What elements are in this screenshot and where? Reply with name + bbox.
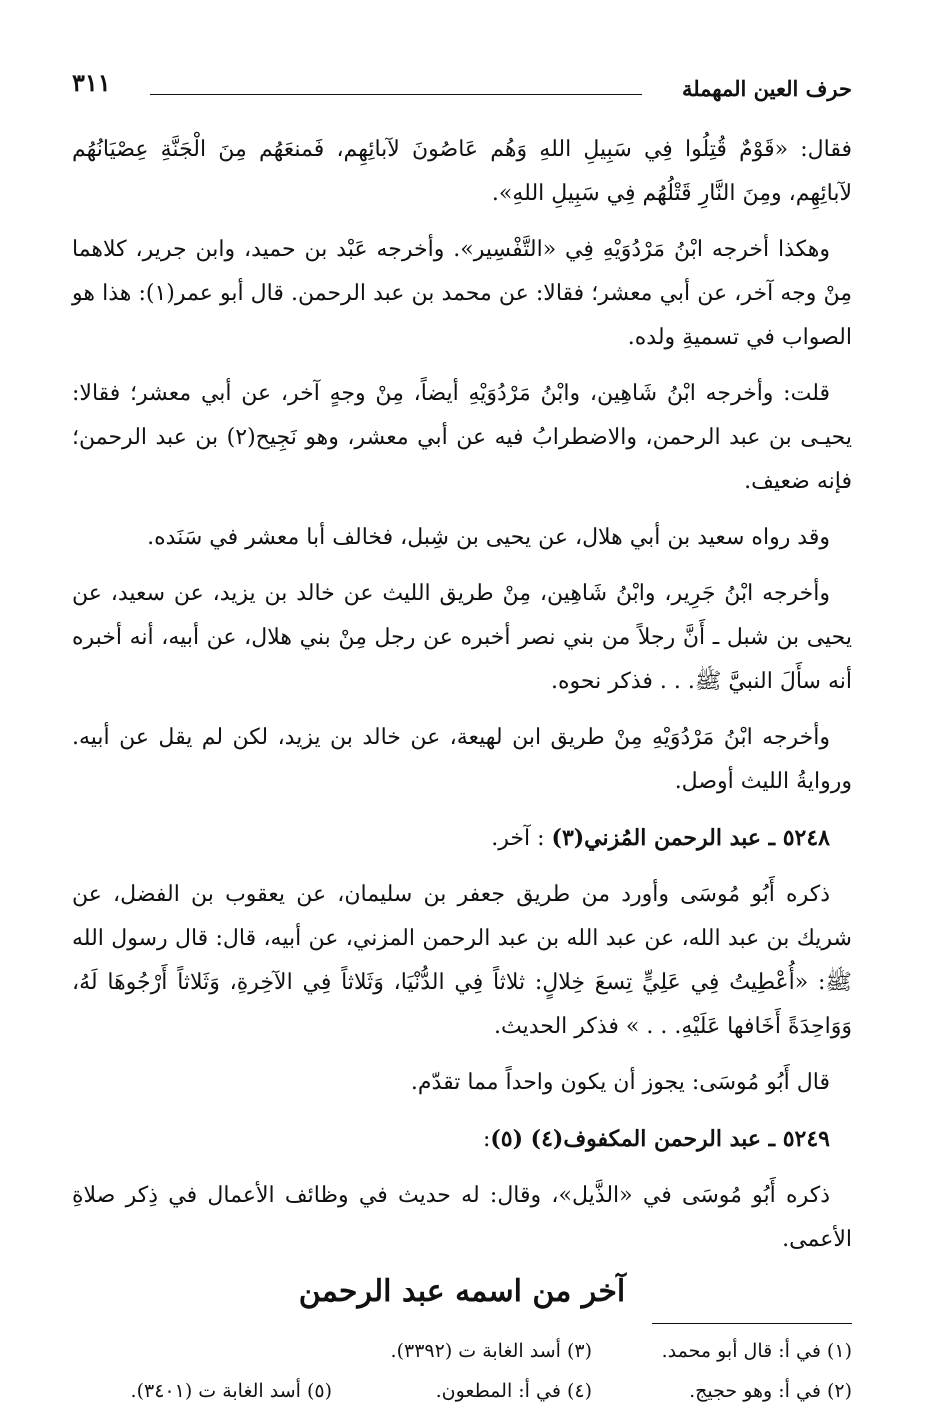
chapter-title: حرف العين المهملة [681, 76, 852, 101]
page-number: ٣١١ [72, 68, 111, 97]
paragraph-6: وأخرجه ابْنُ مَرْدُوَيْهِ مِنْ طريق ابن لهيعة، عن خالد بن يزيد، لكن لم يقل عن أبيه. وروايةُ الليث أوصل. [72, 725, 852, 794]
header-rule [150, 94, 642, 95]
footnote-4: (٤) في أ: المطعون. [435, 1380, 592, 1402]
book-page [72, 66, 852, 1406]
paragraph-2: وهكذا أخرجه ابْنُ مَرْدُوَيْهِ فِي «التَّفْسِير». وأخرجه عَبْد بن حميد، وابن جرير، كلاهما مِنْ وجه آخر، عن أبي معشر؛ فقالا: عن محمد بن عبد الرحمن. قال أبو عمر(١): هذا هو الصواب في تسميةِ ولده. [72, 237, 852, 350]
paragraph-4: وقد رواه سعيد بن أبي هلال، عن يحيى بن شِبل، فخالف أبا معشر في سَنَده. [147, 525, 830, 550]
footnote-3: (٣) أسد الغابة ت (٣٣٩٢). [390, 1340, 592, 1362]
paragraph-1: فقال: «قَوْمٌ قُتِلُوا فِي سَبِيلِ اللهِ وَهُم عَاصُونَ لآبائِهِم، فَمنعَهُم مِنَ الْجَنَّةِ عِصْيَانُهُم لآبائِهِم، ومِنَ النَّارِ قَتْلُهُم فِي سَبِيلِ اللهِ». [72, 137, 852, 206]
section-title: آخر من اسمه عبد الرحمن [298, 1274, 626, 1309]
paragraph-5: وأخرجه ابْنُ جَرِير، وابْنُ شَاهِين، مِنْ طريق الليث عن خالد بن يزيد، عن سعيد، عن يحيى بن شبل ـ أَنَّ رجلاً من بني نصر أخبره عن رجل مِنْ بني هلال، عن أبيه، أنه أخبره أنه سأَلَ النبيَّ ﷺ. . . فذكر نحوه. [72, 581, 852, 694]
main-text [72, 128, 852, 1262]
entry-5248 [72, 816, 852, 861]
footnote-empty [72, 1336, 332, 1366]
footnote-1: (١) في أ: قال أبو محمد. [661, 1340, 852, 1362]
paragraph-3: قلت: وأخرجه ابْنُ شَاهِين، وابْنُ مَرْدُوَيْهِ أيضاً، مِنْ وجهٍ آخر، عن أبي معشر؛ فقالا: يحيـى بن عبد الرحمن، والاضطرابُ فيه عن أبي معشر، وهو نَجِيح(٢) بن عبد الرحمن؛ فإنه ضعيف. [72, 381, 852, 494]
paragraph-8: قال أَبُو مُوسَى: يجوز أن يكون واحداً مما تقدّم. [410, 1070, 830, 1095]
entry-5249 [72, 1117, 852, 1162]
paragraph-7: ذكره أَبُو مُوسَى وأورد من طريق جعفر بن سليمان، عن يعقوب بن الفضل، عن شريك بن عبد الله، عن عبد الله بن عبد الرحمن المزني، عن أبيه، قال: قال رسول الله ﷺ: «أُعْطِيتُ فِي عَلِيٍّ تِسعَ خِلالٍ: ثلاثاً فِي الدُّنْيَا، وَثَلاثاً فِي الآخِرةِ، وَثَلاثاً أَرْجُوهَا لَهُ، وَوَاحِدَةً أَخَافها عَلَيْهِ. . . » فذكر الحديث. [72, 882, 852, 1039]
footnote-rule [652, 1323, 852, 1324]
footnote-2: (٢) في أ: وهو حجيج. [689, 1380, 852, 1402]
entry-5249-heading: ٥٢٤٩ ـ عبد الرحمن المكفوف(٤) (٥) [490, 1126, 830, 1152]
entry-5249-note: : [482, 1127, 491, 1152]
entry-5248-note: : آخر. [491, 826, 545, 851]
paragraph-9: ذكره أَبُو مُوسَى في «الذَّيل»، وقال: له حديث في وظائف الأعمال في ذِكر صلاةِ الأعمى. [72, 1183, 852, 1252]
footnote-5: (٥) أسد الغابة ت (٣٤٠١). [130, 1380, 332, 1402]
page-header [72, 66, 852, 100]
entry-5248-heading: ٥٢٤٨ ـ عبد الرحمن المُزني(٣) [551, 825, 830, 851]
